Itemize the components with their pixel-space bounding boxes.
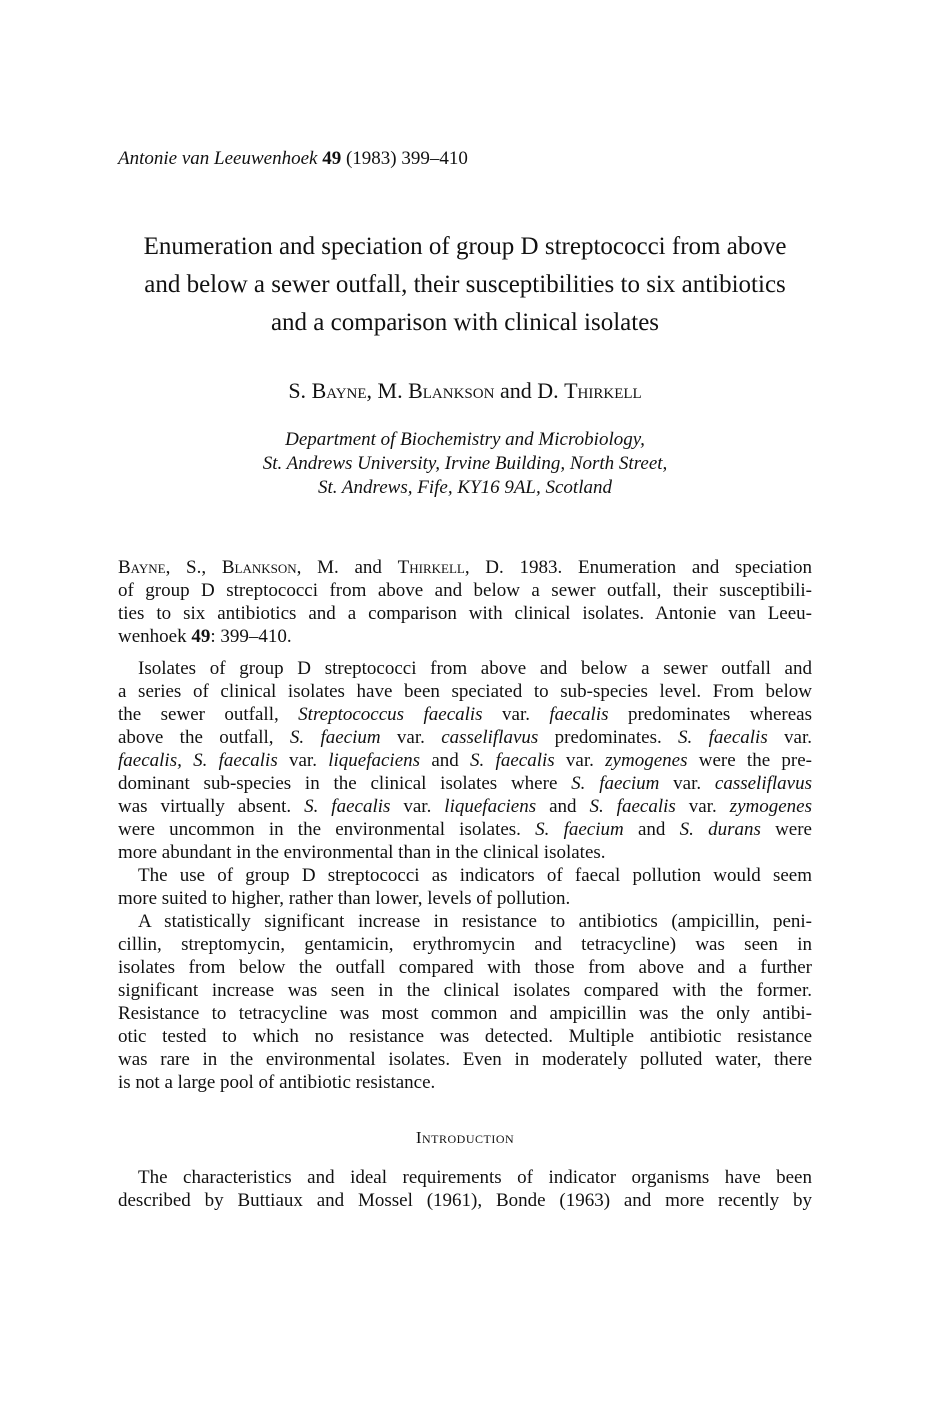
abstract-line: Isolates of group D streptococci from above and below a sewer outfall and — [138, 658, 812, 679]
abstract-line — [118, 703, 812, 726]
text-run: and — [623, 819, 680, 840]
text-run: were — [760, 819, 812, 840]
text-run: , M. and — [296, 557, 398, 578]
journal-reference — [118, 148, 468, 170]
text-run: var. — [659, 773, 715, 794]
abstract-line: A statistically significant increase in resistance to antibiotics (ampicillin, peni- — [138, 911, 812, 932]
text-run: , S., — [165, 557, 222, 578]
abstract-line: isolates from below the outfall compared with those from above and a further — [118, 957, 812, 978]
species-name: S. faecium — [535, 819, 624, 840]
affiliation-line: St. Andrews University, Irvine Building, North Street, — [262, 453, 668, 474]
species-name: zymogenes — [729, 796, 812, 817]
text-run: var. — [675, 796, 730, 817]
species-name: S. durans — [679, 819, 761, 840]
text-run: and — [420, 750, 471, 771]
text-run: were uncommon in the environmental isolates. — [118, 819, 536, 840]
abstract-line: The use of group D streptococci as indicators of faecal pollution would seem — [138, 865, 812, 886]
species-name: liquefaciens — [328, 750, 421, 771]
text-run: the sewer outfall, — [118, 704, 299, 725]
author-initial: S. — [288, 378, 312, 403]
volume-number: 49 — [191, 626, 211, 647]
abstract-line: more suited to higher, rather than lower, levels of pollution. — [118, 888, 571, 909]
affiliation — [100, 428, 830, 500]
abstract-line: cillin, streptomycin, gentamicin, erythromycin and tetracycline) was seen in — [118, 934, 812, 955]
citation-line — [118, 556, 812, 579]
abstract-line — [118, 795, 812, 818]
abstract-line — [118, 818, 812, 841]
author-name: Blankson — [221, 557, 297, 578]
journal-year-pages: (1983) 399–410 — [345, 148, 468, 169]
text-run: var. — [390, 796, 445, 817]
species-name: S. faecalis — [470, 750, 555, 771]
species-name: zymogenes — [605, 750, 688, 771]
abstract-line: Resistance to tetracycline was most common and ampicillin was the only antibi- — [118, 1003, 812, 1024]
text-run: var. — [767, 727, 812, 748]
journal-volume: 49 — [322, 148, 342, 169]
text-run: var. — [277, 750, 329, 771]
section-heading-introduction: Introduction — [415, 1128, 515, 1147]
author-separator: and D. — [494, 378, 565, 403]
abstract — [118, 657, 812, 1094]
intro-line: The characteristics and ideal requirements of indicator organisms have been — [138, 1167, 812, 1188]
citation-line — [118, 625, 812, 648]
introduction-text — [118, 1166, 812, 1212]
text-run: predominates whereas — [608, 704, 812, 725]
species-name: faecalis — [549, 704, 609, 725]
author-name: Blankson — [408, 378, 495, 403]
text-run: var. — [380, 727, 442, 748]
abstract-line: otic tested to which no resistance was detected. Multiple antibiotic resistance — [118, 1026, 812, 1047]
text-run: , D. 1983. Enumeration and speciation — [464, 557, 812, 578]
species-name: S. faecalis — [678, 727, 768, 748]
intro-line: described by Buttiaux and Mossel (1961), Bonde (1963) and more recently by — [118, 1190, 812, 1211]
text-run: : 399–410. — [210, 626, 292, 647]
species-name: S. faecium — [289, 727, 381, 748]
author-name: Bayne — [118, 557, 166, 578]
affiliation-line: Department of Biochemistry and Microbiology, — [285, 429, 645, 450]
abstract-line: a series of clinical isolates have been speciated to sub-species level. From below — [118, 681, 812, 702]
text-run: var. — [554, 750, 606, 771]
citation-block — [118, 556, 812, 648]
author-name: Thirkell — [397, 557, 465, 578]
abstract-line: more abundant in the environmental than in the clinical isolates. — [118, 842, 606, 863]
text-run: were the pre- — [687, 750, 812, 771]
abstract-line — [118, 726, 812, 749]
text-run: dominant sub-species in the clinical isolates where — [118, 773, 572, 794]
text-run: predominates. — [538, 727, 679, 748]
abstract-line: was rare in the environmental isolates. Even in moderately polluted water, there — [118, 1049, 812, 1070]
author-name: Bayne — [311, 378, 367, 403]
species-name: Streptococcus faecalis — [298, 704, 483, 725]
species-name: S. faecalis — [589, 796, 676, 817]
abstract-line: is not a large pool of antibiotic resistance. — [118, 1072, 436, 1093]
species-name: casseliflavus — [441, 727, 539, 748]
paper-title — [100, 228, 830, 342]
text-run: above the outfall, — [118, 727, 290, 748]
abstract-line — [118, 772, 812, 795]
author-list — [100, 378, 830, 404]
citation-line: ties to six antibiotics and a comparison with clinical isolates. Antonie van Leeu- — [118, 603, 812, 624]
text-run: wenhoek — [118, 626, 192, 647]
title-line: Enumeration and speciation of group D streptococci from above — [143, 233, 787, 260]
species-name: casseliflavus — [714, 773, 812, 794]
affiliation-line: St. Andrews, Fife, KY16 9AL, Scotland — [318, 477, 612, 498]
text-run: was virtually absent. — [118, 796, 305, 817]
author-name: Thirkell — [564, 378, 642, 403]
species-name: S. faecium — [571, 773, 660, 794]
citation-line: of group D streptococci from above and below a sewer outfall, their susceptibili- — [118, 580, 812, 601]
journal-name: Antonie van Leeuwenhoek — [118, 148, 318, 169]
text-run: and — [536, 796, 590, 817]
title-line: and below a sewer outfall, their susceptibilities to six antibiotics — [144, 271, 786, 298]
abstract-line — [118, 749, 812, 772]
text-run: var. — [482, 704, 550, 725]
species-name: S. faecalis — [304, 796, 391, 817]
title-line: and a comparison with clinical isolates — [270, 309, 660, 336]
species-name: liquefaciens — [444, 796, 537, 817]
abstract-line: significant increase was seen in the clinical isolates compared with the former. — [118, 980, 812, 1001]
species-name: faecalis, S. faecalis — [118, 750, 278, 771]
author-separator: , M. — [366, 378, 409, 403]
